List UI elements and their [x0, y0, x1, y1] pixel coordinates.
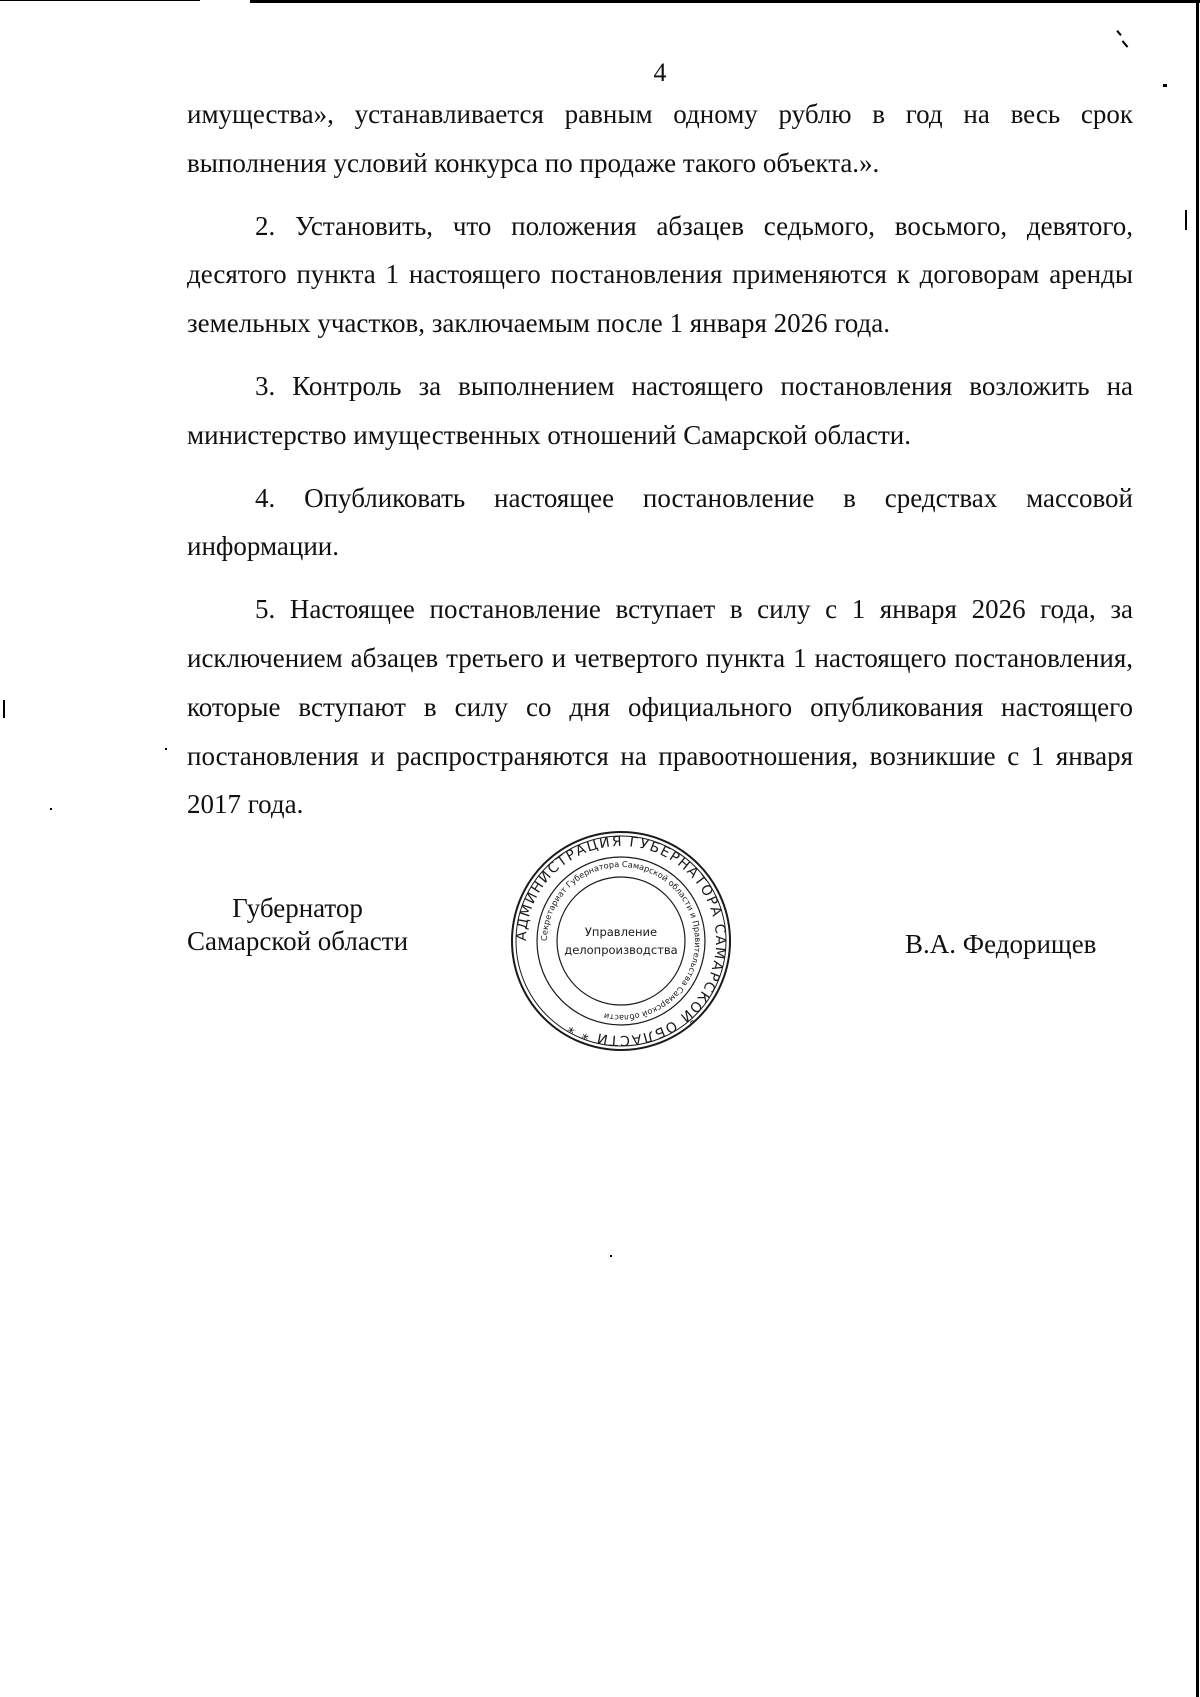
paragraph-continuation: имущества», устанавливается равным одному рублю в год на весь срок выполнения условий конкурса по продаже такого объекта.».	[187, 99, 1133, 178]
scan-speck	[165, 748, 167, 750]
scan-speck	[1185, 210, 1187, 230]
stamp-center-line2: делопроизводства	[564, 943, 678, 957]
signatory-position	[165, 892, 430, 958]
scan-edge-top-left	[0, 0, 200, 1]
scan-speck	[1122, 40, 1129, 47]
stamp-center-line1: Управление	[584, 925, 658, 939]
scan-speck	[50, 808, 52, 810]
paragraph-2: 2. Установить, что положения абзацев седьмого, восьмого, девятого, десятого пункта 1 настоящего постановления применяются к договорам аренды земельных участков, заключаемым после 1 января 2026 года.	[187, 210, 1133, 339]
signatory-position-line1: Губернатор	[232, 893, 363, 923]
stamp-inner-text: Секретариат Губернатора Самарской области и Правительства Самарской области	[538, 858, 704, 1024]
signatory-position-line2: Самарской области	[186, 926, 409, 956]
scan-speck	[610, 1255, 612, 1257]
stamp-middle-ring	[537, 857, 705, 1025]
paragraph-4: 4. Опубликовать настоящее постановление в средствах массовой информации.	[187, 482, 1133, 562]
scan-speck	[3, 700, 5, 718]
scan-edge-top	[250, 0, 1200, 3]
signatory-name: В.А. Федорищев	[905, 929, 1097, 959]
official-stamp	[510, 830, 732, 1052]
document-body	[187, 90, 1133, 829]
scan-edge-right	[1196, 0, 1199, 1697]
scan-speck	[1116, 30, 1121, 36]
paragraph-5: 5. Настоящее постановление вступает в силу с 1 января 2026 года, за исключением абзацев третьего и четвертого пункта 1 настоящего постановления, которые вступают в силу со дня официального опубликования настоящего постановления и распространяются на правоотношения, возникшие с 1 января 2017 года.	[187, 594, 1133, 820]
page-number: 4	[653, 58, 667, 87]
stamp-outer-text: АДМИНИСТРАЦИЯ ГУБЕРНАТОРА САМАРСКОЙ ОБЛАСТИ * *	[513, 833, 729, 1049]
stamp-inner-ring	[557, 877, 685, 1005]
paragraph-3: 3. Контроль за выполнением настоящего постановления возложить на министерство имущественных отношений Самарской области.	[187, 370, 1133, 450]
